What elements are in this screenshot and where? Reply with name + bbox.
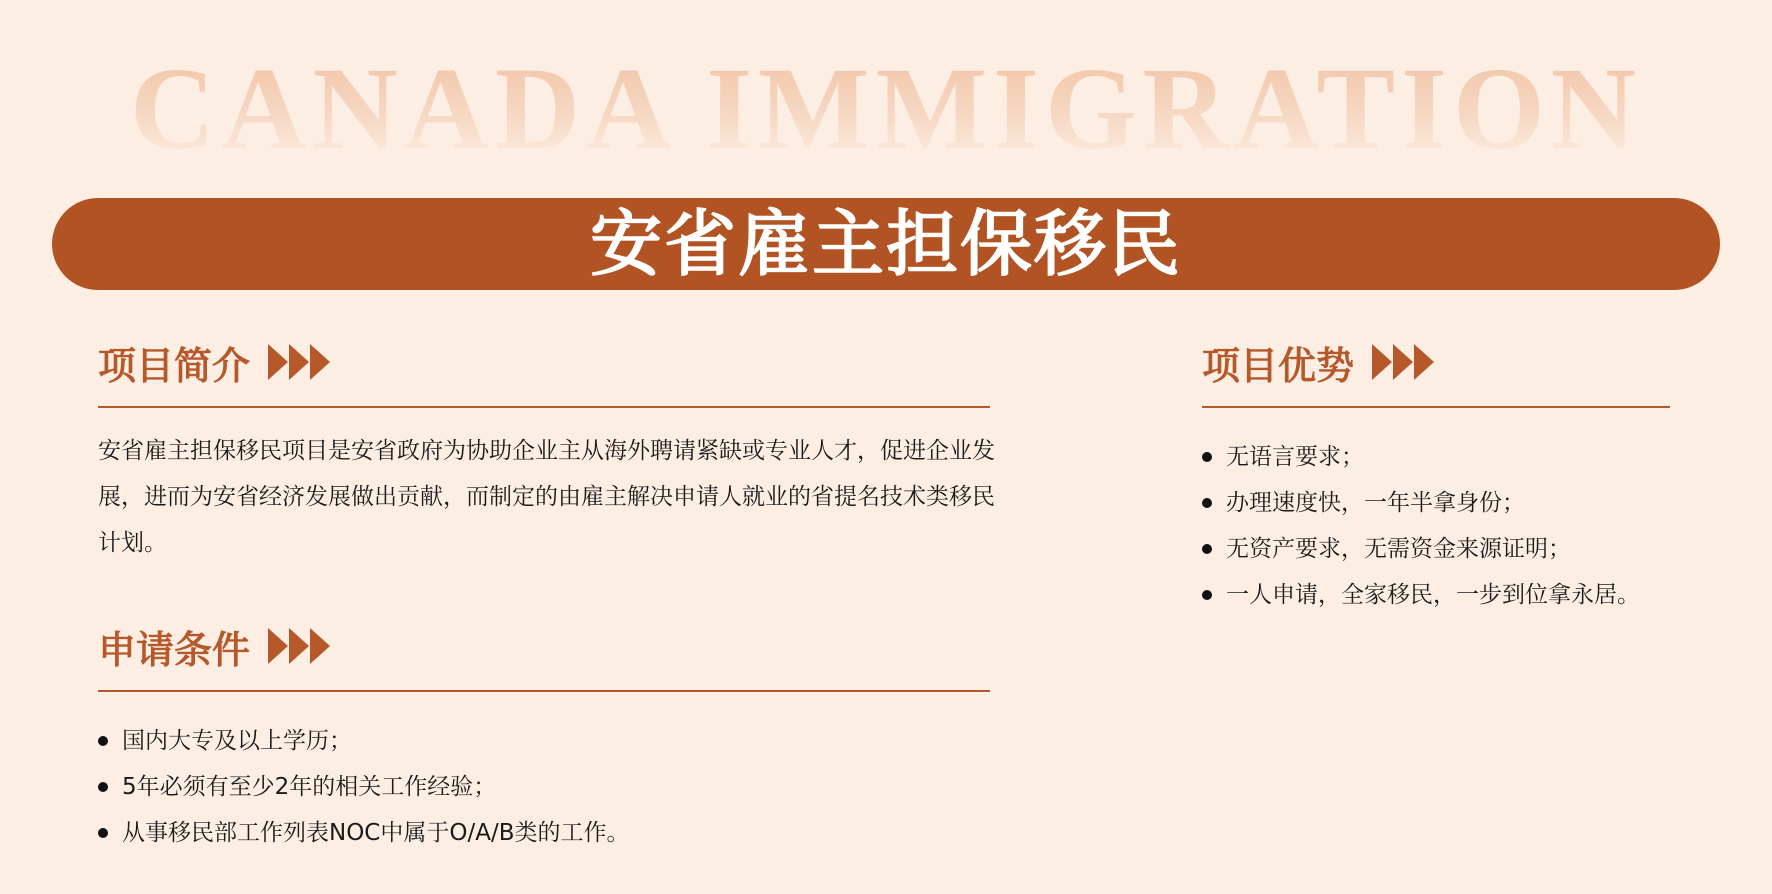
intro-section-title: 项目简介 <box>98 343 251 388</box>
list-item <box>98 718 998 764</box>
list-item-text: 国内大专及以上学历； <box>122 728 352 754</box>
list-item <box>98 764 998 810</box>
bullet-dot-icon <box>98 782 108 792</box>
advantages-divider <box>1202 406 1670 408</box>
page-title: 安省雇主担保移民 <box>589 202 1182 286</box>
requirements-divider <box>98 690 990 692</box>
list-item <box>1202 434 1702 480</box>
list-item <box>1202 526 1702 572</box>
bullet-dot-icon <box>1202 590 1212 600</box>
triple-chevron-right-icon <box>268 628 331 664</box>
requirements-list <box>98 718 998 856</box>
list-item <box>1202 480 1702 526</box>
list-item <box>1202 572 1702 618</box>
advantages-list <box>1202 434 1702 618</box>
list-item-text: 5年必须有至少2年的相关工作经验； <box>122 774 497 800</box>
bullet-dot-icon <box>98 736 108 746</box>
intro-section <box>98 332 998 566</box>
watermark-text: CANADA IMMIGRATION <box>0 50 1772 168</box>
intro-divider <box>98 406 990 408</box>
requirements-section <box>98 616 998 856</box>
list-item-text: 无语言要求； <box>1226 444 1364 470</box>
advantages-section-header <box>1202 332 1702 392</box>
bullet-dot-icon <box>1202 544 1212 554</box>
requirements-section-header <box>98 616 998 676</box>
triple-chevron-right-icon <box>268 344 331 380</box>
title-banner <box>52 198 1720 290</box>
advantages-section <box>1202 332 1702 618</box>
list-item-text: 从事移民部工作列表NOC中属于O/A/B类的工作。 <box>122 820 630 846</box>
list-item-text: 无资产要求，无需资金来源证明； <box>1226 536 1571 562</box>
bullet-dot-icon <box>1202 498 1212 508</box>
list-item <box>98 810 998 856</box>
triple-chevron-right-icon <box>1372 344 1435 380</box>
list-item-text: 一人申请，全家移民，一步到位拿永居。 <box>1226 582 1640 608</box>
list-item-text: 办理速度快，一年半拿身份； <box>1226 490 1525 516</box>
advantages-section-title: 项目优势 <box>1202 343 1355 388</box>
bullet-dot-icon <box>1202 452 1212 462</box>
intro-paragraph: 安省雇主担保移民项目是安省政府为协助企业主从海外聘请紧缺或专业人才，促进企业发展，进而为安省经济发展做出贡献，而制定的由雇主解决申请人就业的省提名技术类移民计划。 <box>98 438 995 556</box>
bullet-dot-icon <box>98 828 108 838</box>
intro-section-header <box>98 332 998 392</box>
requirements-section-title: 申请条件 <box>98 627 251 672</box>
